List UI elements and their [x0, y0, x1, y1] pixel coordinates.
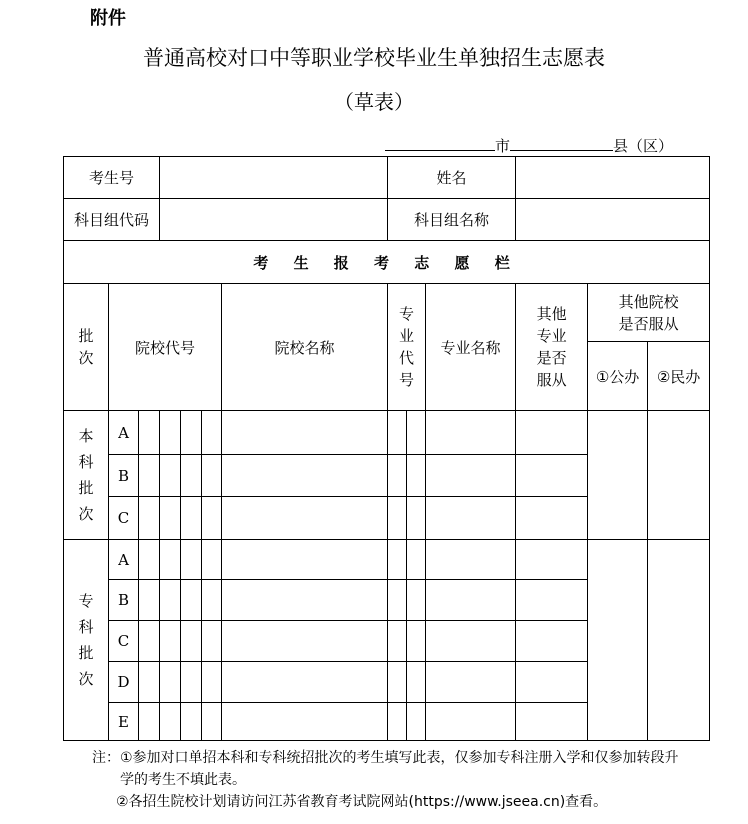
school-name-cell[interactable]: [222, 540, 388, 580]
school-name-cell[interactable]: [222, 662, 388, 703]
row-letter: E: [109, 703, 139, 741]
form-subtitle: （草表）: [334, 90, 414, 114]
major-code-cell[interactable]: [388, 411, 407, 455]
batch-label-college: 专科批次: [64, 540, 109, 741]
obey-major-cell[interactable]: [516, 662, 588, 703]
table-row: [64, 540, 710, 580]
major-code-header: 专业代号: [388, 284, 426, 411]
code-digit-cell[interactable]: [139, 662, 160, 703]
row-letter: B: [109, 455, 139, 497]
exam-no-label: 考生号: [64, 157, 160, 199]
public-cell[interactable]: [588, 540, 648, 741]
subject-code-field[interactable]: [160, 199, 388, 241]
code-digit-cell[interactable]: [181, 411, 202, 455]
major-code-cell[interactable]: [407, 621, 426, 662]
major-code-cell[interactable]: [407, 662, 426, 703]
obey-other-school-header: 其他院校是否服从: [588, 284, 710, 342]
code-digit-cell[interactable]: [139, 411, 160, 455]
code-digit-cell[interactable]: [160, 703, 181, 741]
city-label: 市: [495, 137, 511, 155]
major-name-cell[interactable]: [426, 455, 516, 497]
major-code-cell[interactable]: [388, 540, 407, 580]
code-digit-cell[interactable]: [160, 455, 181, 497]
code-digit-cell[interactable]: [202, 662, 222, 703]
private-header: ②民办: [648, 342, 710, 411]
note-1-line-1: 注：①参加对口单招本科和专科统招批次的考生填写此表，仅参加专科注册入学和仅参加转段升: [92, 750, 679, 766]
notes-block: [92, 747, 679, 813]
obey-major-cell[interactable]: [516, 703, 588, 741]
code-digit-cell[interactable]: [181, 580, 202, 621]
code-digit-cell[interactable]: [181, 455, 202, 497]
name-field[interactable]: [516, 157, 710, 199]
exam-no-field[interactable]: [160, 157, 388, 199]
school-name-cell[interactable]: [222, 580, 388, 621]
major-name-cell[interactable]: [426, 580, 516, 621]
private-cell[interactable]: [648, 540, 710, 741]
table-row: [64, 411, 710, 455]
major-name-header: 专业名称: [426, 284, 516, 411]
attachment-label: 附件: [90, 8, 126, 29]
code-digit-cell[interactable]: [181, 662, 202, 703]
row-letter: A: [109, 411, 139, 455]
school-name-cell[interactable]: [222, 455, 388, 497]
note-2: ②各招生院校计划请访问江苏省教育考试院网站(https://www.jseea.cn)查看。: [116, 794, 608, 810]
code-digit-cell[interactable]: [181, 497, 202, 540]
code-digit-cell[interactable]: [181, 540, 202, 580]
batch-header: 批次: [64, 284, 109, 411]
subject-name-field[interactable]: [516, 199, 710, 241]
obey-major-cell[interactable]: [516, 580, 588, 621]
subject-name-label: 科目组名称: [388, 199, 516, 241]
school-name-cell[interactable]: [222, 621, 388, 662]
school-name-cell[interactable]: [222, 703, 388, 741]
county-blank[interactable]: [510, 136, 613, 151]
code-digit-cell[interactable]: [202, 540, 222, 580]
form-title: 普通高校对口中等职业学校毕业生单独招生志愿表: [143, 46, 605, 70]
subject-code-label: 科目组代码: [64, 199, 160, 241]
code-digit-cell[interactable]: [139, 621, 160, 662]
code-digit-cell[interactable]: [139, 455, 160, 497]
code-digit-cell[interactable]: [202, 497, 222, 540]
city-blank[interactable]: [385, 136, 495, 151]
major-code-cell[interactable]: [407, 540, 426, 580]
major-code-cell[interactable]: [388, 455, 407, 497]
major-code-cell[interactable]: [407, 703, 426, 741]
code-digit-cell[interactable]: [202, 411, 222, 455]
row-letter: D: [109, 662, 139, 703]
major-name-cell[interactable]: [426, 411, 516, 455]
obey-other-major-header: 其他专业是否服从: [516, 284, 588, 411]
obey-major-cell[interactable]: [516, 411, 588, 455]
code-digit-cell[interactable]: [160, 540, 181, 580]
major-code-cell[interactable]: [407, 497, 426, 540]
major-code-cell[interactable]: [388, 662, 407, 703]
major-code-cell[interactable]: [388, 580, 407, 621]
name-label: 姓名: [388, 157, 516, 199]
major-name-cell[interactable]: [426, 703, 516, 741]
row-letter: B: [109, 580, 139, 621]
code-digit-cell[interactable]: [160, 411, 181, 455]
obey-major-cell[interactable]: [516, 455, 588, 497]
private-cell[interactable]: [648, 411, 710, 540]
batch-label-undergrad: 本科批次: [64, 411, 109, 540]
code-digit-cell[interactable]: [139, 540, 160, 580]
major-name-cell[interactable]: [426, 621, 516, 662]
major-code-cell[interactable]: [407, 411, 426, 455]
school-name-cell[interactable]: [222, 411, 388, 455]
major-code-cell[interactable]: [388, 497, 407, 540]
code-digit-cell[interactable]: [202, 455, 222, 497]
row-letter: C: [109, 497, 139, 540]
note-1-line-2: 学的考生不填此表。: [120, 772, 246, 788]
row-letter: A: [109, 540, 139, 580]
code-digit-cell[interactable]: [160, 580, 181, 621]
major-code-cell[interactable]: [388, 621, 407, 662]
major-name-cell[interactable]: [426, 497, 516, 540]
county-label: 县（区）: [613, 137, 674, 155]
major-code-cell[interactable]: [388, 703, 407, 741]
region-line: [385, 135, 673, 156]
code-digit-cell[interactable]: [139, 497, 160, 540]
major-name-cell[interactable]: [426, 662, 516, 703]
obey-major-cell[interactable]: [516, 540, 588, 580]
school-name-cell[interactable]: [222, 497, 388, 540]
code-digit-cell[interactable]: [160, 497, 181, 540]
public-cell[interactable]: [588, 411, 648, 540]
code-digit-cell[interactable]: [181, 703, 202, 741]
public-header: ①公办: [588, 342, 648, 411]
row-letter: C: [109, 621, 139, 662]
application-form-table: [63, 156, 710, 741]
code-digit-cell[interactable]: [139, 703, 160, 741]
major-code-cell[interactable]: [407, 580, 426, 621]
school-name-header: 院校名称: [222, 284, 388, 411]
code-digit-cell[interactable]: [202, 703, 222, 741]
obey-major-cell[interactable]: [516, 497, 588, 540]
code-digit-cell[interactable]: [160, 662, 181, 703]
section-title: 考 生 报 考 志 愿 栏: [64, 241, 710, 284]
code-digit-cell[interactable]: [139, 580, 160, 621]
obey-major-cell[interactable]: [516, 621, 588, 662]
code-digit-cell[interactable]: [202, 621, 222, 662]
code-digit-cell[interactable]: [181, 621, 202, 662]
code-digit-cell[interactable]: [160, 621, 181, 662]
major-code-cell[interactable]: [407, 455, 426, 497]
major-name-cell[interactable]: [426, 540, 516, 580]
code-digit-cell[interactable]: [202, 580, 222, 621]
school-code-header: 院校代号: [109, 284, 222, 411]
